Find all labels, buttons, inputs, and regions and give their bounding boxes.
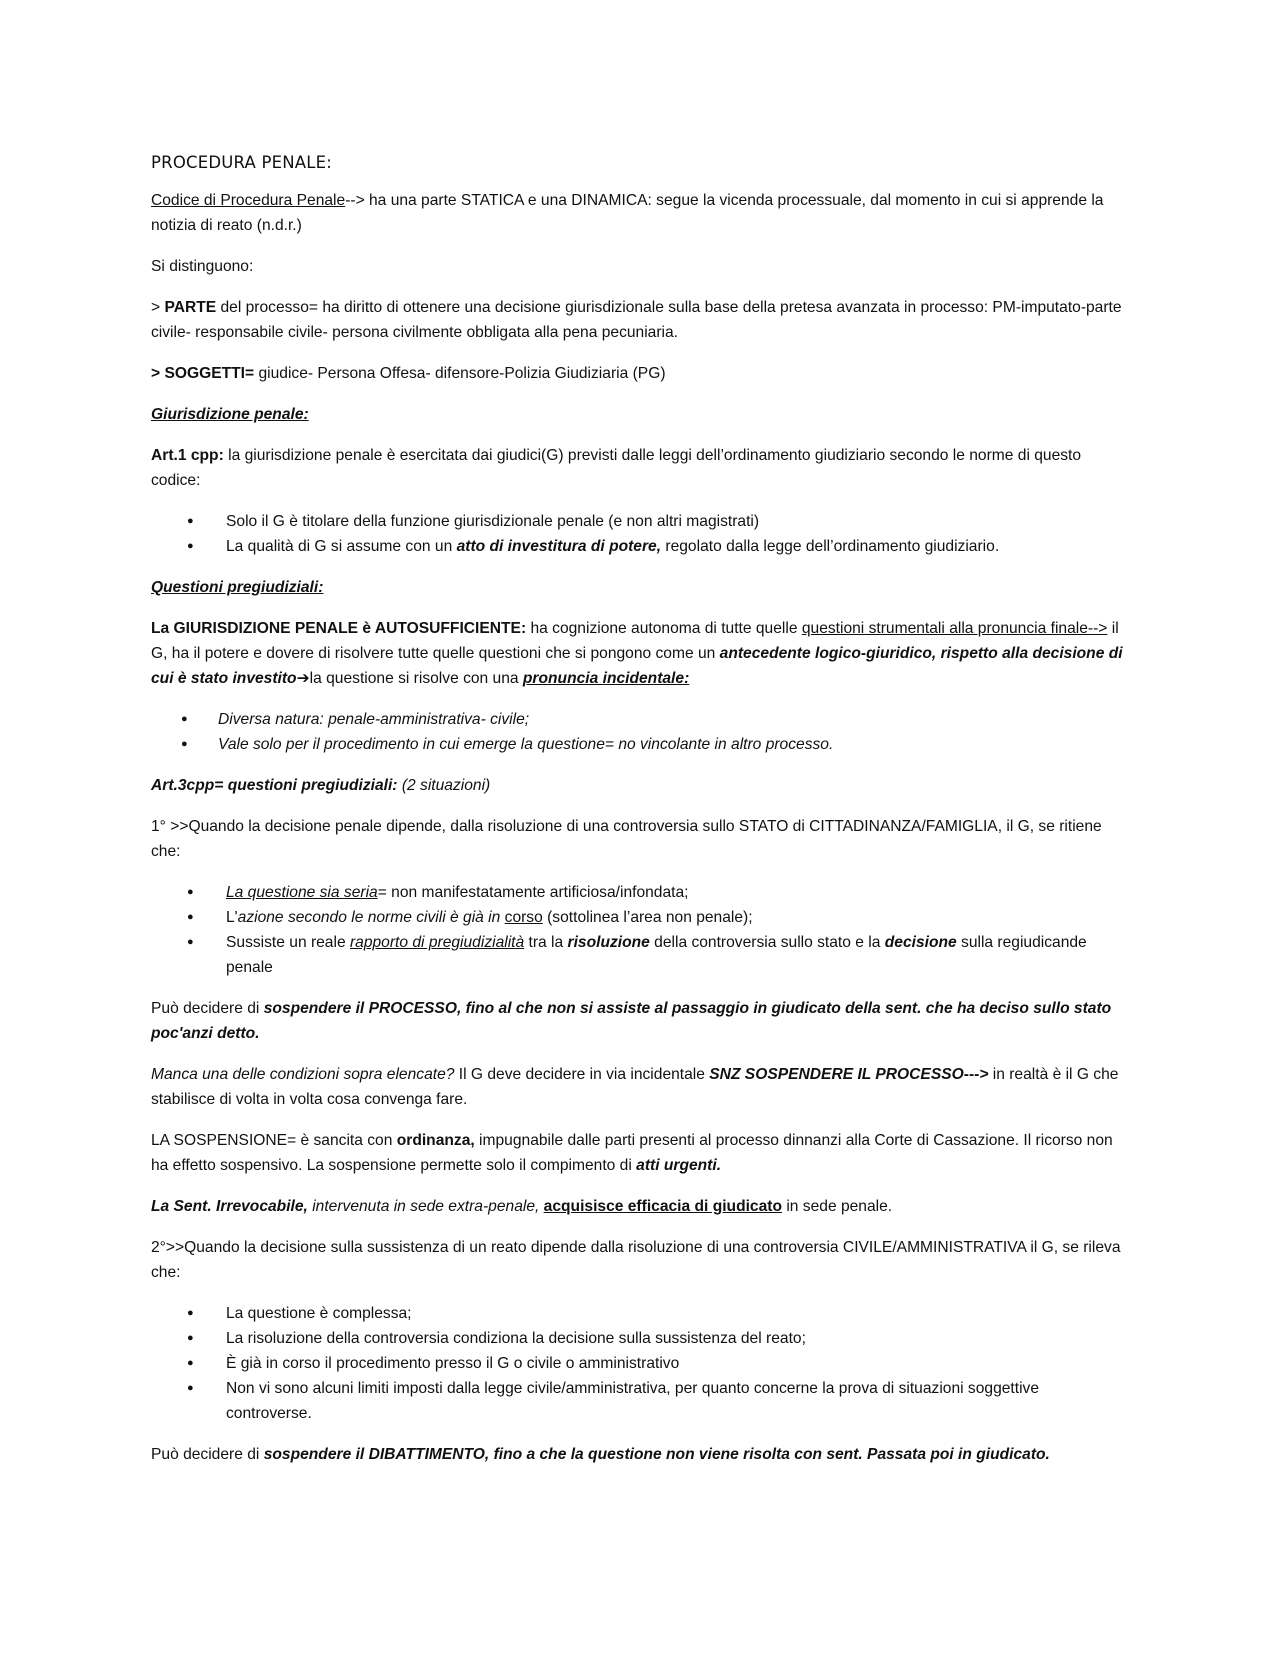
incidentale-bullet-list (151, 707, 1127, 757)
distinguono-paragraph: Si distinguono: (151, 258, 254, 275)
sospendere-dibattimento-paragraph: Può decidere di sospendere il DIBATTIMENTO, fino a che la questione non viene risolta con sent. Passata poi in giudicato. (151, 1446, 1050, 1463)
parte-paragraph: > PARTE del processo= ha diritto di ottenere una decisione giurisdizionale sulla base della pretesa avanzata in processo: PM-imputato-parte civile- responsabile civile- persona civilmente obbligata alla pena pecuniaria. (151, 299, 1122, 341)
soggetti-paragraph: > SOGGETTI= giudice- Persona Offesa- difensore-Polizia Giudiziaria (PG) (151, 365, 666, 382)
list-item: ● Vale solo per il procedimento in cui emerge la questione= no vincolante in altro processo. (151, 732, 1127, 757)
first-situation-bullet-list (151, 880, 1127, 980)
intro-paragraph: Codice di Procedura Penale--> ha una parte STATICA e una DINAMICA: segue la vicenda processuale, dal momento in cui si apprende la notizia di reato (n.d.r.) (151, 192, 1104, 234)
list-item: ● La qualità di G si assume con un atto di investitura di potere, regolato dalla legge dell’ordinamento giudiziario. (151, 534, 1127, 559)
list-item: ● Non vi sono alcuni limiti imposti dalla legge civile/amministrativa, per quanto concerne la prova di situazioni soggettive controverse. (151, 1376, 1127, 1426)
list-item: ● Diversa natura: penale-amministrativa- civile; (151, 707, 1127, 732)
document-page (151, 150, 1127, 1483)
codice-link-text: Codice di Procedura Penale (151, 192, 346, 209)
second-situation-paragraph: 2°>>Quando la decisione sulla sussistenza di un reato dipende dalla risoluzione di una controversia CIVILE/AMMINISTRATIVA il G, se rileva che: (151, 1239, 1121, 1281)
list-item: ● La risoluzione della controversia condiziona la decisione sulla sussistenza del reato; (151, 1326, 1127, 1351)
list-item: ● L'azione secondo le norme civili è già in corso (sottolinea l’area non penale); (151, 905, 1127, 930)
manca-paragraph: Manca una delle condizioni sopra elencate? Il G deve decidere in via incidentale SNZ SOSPENDERE IL PROCESSO---> in realtà è il G che stabilisce di volta in volta cosa convenga fare. (151, 1066, 1119, 1108)
sospendere-processo-paragraph: Può decidere di sospendere il PROCESSO, fino al che non si assiste al passaggio in giudicato della sent. che ha deciso sullo stato poc'anzi detto. (151, 1000, 1112, 1042)
art3-paragraph: Art.3cpp= questioni pregiudiziali: (2 situazioni) (151, 777, 491, 794)
page-title: PROCEDURA PENALE: (151, 153, 333, 172)
arrow-icon: ➔ (296, 670, 310, 687)
art1-bullet-list (151, 509, 1127, 559)
list-item: ● La questione sia seria= non manifestatamente artificiosa/infondata; (151, 880, 1127, 905)
sentenza-paragraph: La Sent. Irrevocabile, intervenuta in sede extra-penale, acquisisce efficacia di giudicato in sede penale. (151, 1198, 893, 1215)
sospensione-paragraph: LA SOSPENSIONE= è sancita con ordinanza, impugnabile dalle parti presenti al processo dinnanzi alla Corte di Cassazione. Il ricorso non ha effetto sospensivo. La sospensione permette solo il compimento di atti urgenti. (151, 1132, 1113, 1174)
list-item: ● È già in corso il procedimento presso il G o civile o amministrativo (151, 1351, 1127, 1376)
autosufficiente-paragraph: La GIURISDIZIONE PENALE è AUTOSUFFICIENTE: ha cognizione autonoma di tutte quelle questioni strumentali alla pronuncia finale--> il G, ha il potere e dovere di risolvere tutte quelle questioni che si pongono come un antecedente logico-giuridico, rispetto alla decisione di cui è stato investito➔la questione si risolve con una pronuncia incidentale: (151, 620, 1123, 687)
art1-paragraph: Art.1 cpp: la giurisdizione penale è esercitata dai giudici(G) previsti dalle leggi dell’ordinamento giudiziario secondo le norme di questo codice: (151, 447, 1082, 489)
second-situation-bullet-list (151, 1301, 1127, 1426)
first-situation-paragraph: 1° >>Quando la decisione penale dipende, dalla risoluzione di una controversia sullo STATO di CITTADINANZA/FAMIGLIA, il G, se ritiene che: (151, 818, 1102, 860)
list-item: ● La questione è complessa; (151, 1301, 1127, 1326)
giurisdizione-heading: Giurisdizione penale: (151, 406, 309, 423)
questioni-heading: Questioni pregiudiziali: (151, 579, 324, 596)
list-item: ● Sussiste un reale rapporto di pregiudizialità tra la risoluzione della controversia sullo stato e la decisione sulla regiudicande penale (151, 930, 1127, 980)
list-item: ● Solo il G è titolare della funzione giurisdizionale penale (e non altri magistrati) (151, 509, 1127, 534)
